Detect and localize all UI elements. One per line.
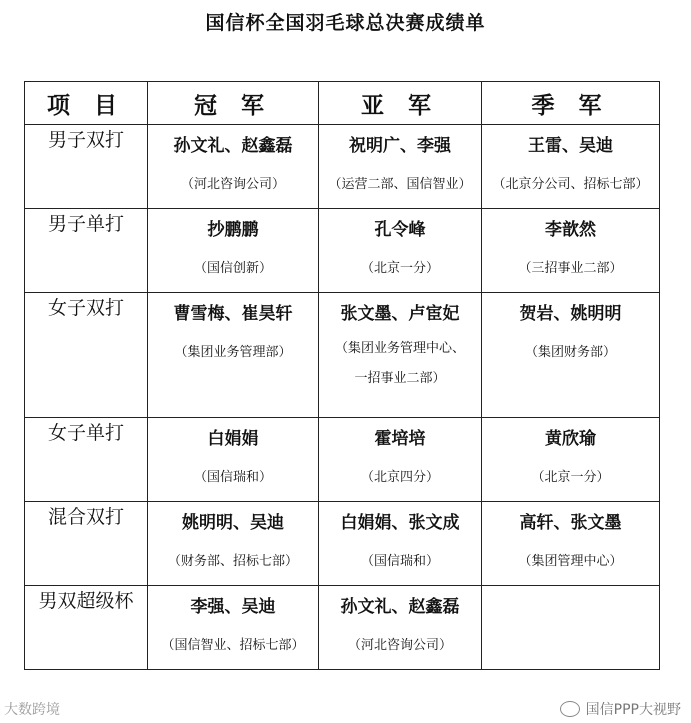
runner-up-cell: [319, 502, 482, 586]
player-names: 张文墨、卢宦妃: [340, 304, 460, 324]
player-names: 祝明广、李强: [349, 136, 451, 156]
event-name: 男双超级杯: [25, 586, 148, 670]
champion-cell: [148, 418, 319, 502]
player-org: （北京一分）: [531, 470, 610, 485]
table-row: [25, 125, 660, 209]
champion-cell: [148, 586, 319, 670]
player-names: 孔令峰: [374, 220, 426, 240]
player-org: （国信智业、招标七部）: [161, 638, 305, 653]
player-names: 王雷、吴迪: [528, 136, 613, 156]
runner-up-cell: [319, 209, 482, 293]
third-cell: [482, 418, 660, 502]
third-cell: [482, 586, 660, 670]
event-name: 男子单打: [25, 209, 148, 293]
champion-cell: [148, 125, 319, 209]
player-names: 黄欣瑜: [545, 429, 596, 449]
watermark-left: [4, 699, 60, 719]
player-org: （财务部、招标七部）: [167, 554, 298, 569]
third-cell: [482, 293, 660, 418]
event-name: 女子双打: [25, 293, 148, 418]
third-cell: [482, 125, 660, 209]
champion-cell: [148, 209, 319, 293]
event-name: 混合双打: [25, 502, 148, 586]
event-name: 女子单打: [25, 418, 148, 502]
champion-cell: [148, 502, 319, 586]
player-names: 贺岩、姚明明: [519, 304, 622, 324]
wechat-icon: [560, 701, 580, 717]
header-runner-up: 亚 军: [319, 82, 482, 125]
player-names: 李歆然: [545, 220, 596, 240]
runner-up-cell: [319, 293, 482, 418]
player-org: （三招事业二部）: [518, 261, 623, 276]
player-org: （北京一分）: [360, 261, 439, 276]
header-champion: 冠 军: [148, 82, 319, 125]
player-org: （集团财务部）: [524, 345, 616, 360]
results-table: [24, 81, 660, 670]
player-names: 姚明明、吴迪: [182, 513, 284, 533]
player-names: 曹雪梅、崔昊轩: [173, 304, 293, 324]
player-org-continued: 一招事业二部）: [354, 371, 446, 386]
player-names: 白娟娟、张文成: [340, 513, 460, 533]
event-name: 男子双打: [25, 125, 148, 209]
player-org: （集团业务管理中心、: [334, 341, 465, 356]
runner-up-cell: [319, 125, 482, 209]
watermark-right-text: 国信PPP大视野: [585, 702, 681, 718]
table-row: [25, 209, 660, 293]
watermark-right: [560, 699, 681, 719]
header-event: 项 目: [25, 82, 148, 125]
player-org: （运营二部、国信智业）: [328, 177, 472, 192]
page-title: 国信杯全国羽毛球总决赛成绩单: [205, 12, 486, 34]
table-row: [25, 418, 660, 502]
table-row: [25, 502, 660, 586]
player-org: （国信创新）: [193, 261, 272, 276]
player-org: （北京分公司、招标七部）: [492, 177, 649, 192]
player-org: （集团业务管理部）: [174, 345, 292, 360]
player-names: 霍培培: [374, 429, 426, 449]
table-row: [25, 586, 660, 670]
runner-up-cell: [319, 418, 482, 502]
table-header-row: [25, 82, 660, 125]
player-org: （北京四分）: [360, 470, 439, 485]
player-names: 高轩、张文墨: [519, 513, 622, 533]
player-org: （集团管理中心）: [518, 554, 623, 569]
champion-cell: [148, 293, 319, 418]
player-org: （国信瑞和）: [360, 554, 439, 569]
third-cell: [482, 209, 660, 293]
player-names: 白娟娟: [207, 429, 259, 449]
player-names: 孙文礼、赵鑫磊: [173, 136, 293, 156]
player-org: （国信瑞和）: [193, 470, 272, 485]
runner-up-cell: [319, 586, 482, 670]
player-names: 李强、吴迪: [190, 597, 276, 617]
player-names: 抄鹏鹏: [207, 220, 259, 240]
header-third: 季 军: [482, 82, 660, 125]
third-cell: [482, 502, 660, 586]
watermark-left-text: 大数跨境: [4, 702, 60, 718]
player-org: （河北咨询公司）: [180, 177, 285, 192]
player-org: （河北咨询公司）: [347, 638, 452, 653]
player-names: 孙文礼、赵鑫磊: [340, 597, 460, 617]
table-row: [25, 293, 660, 418]
